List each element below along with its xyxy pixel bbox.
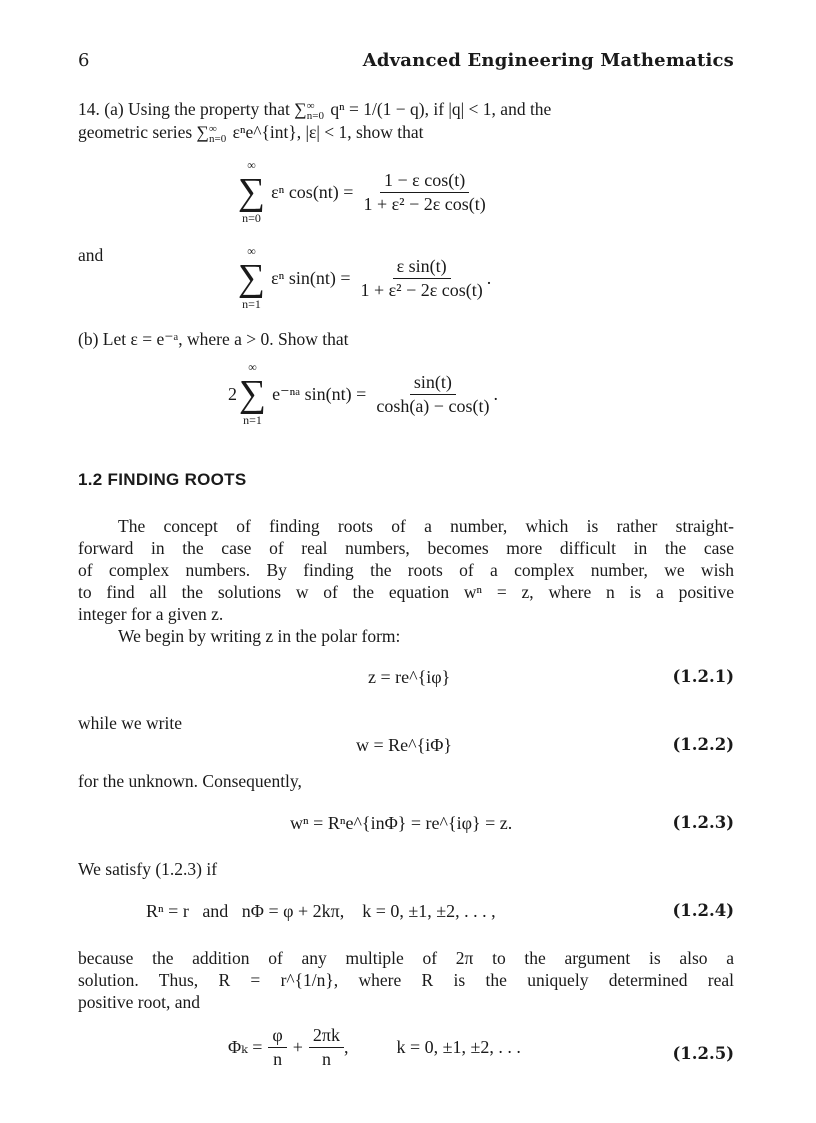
paragraph-line: forward in the case of real numbers, becomes more difficult in the case xyxy=(78,538,734,558)
equation-sum-cos: ∞ ∑ n=0 εⁿ cos(nt) = $\frac{\text{1 − ε cos(t)}}{\text{1 + ε² − 2ε cos(t)}}$ xyxy=(238,158,486,225)
equation-label-1-2-5: (1.2.5) xyxy=(672,1044,734,1063)
sigma-symbol: ∑ xyxy=(238,257,266,299)
equation-label-1-2-3: (1.2.3) xyxy=(672,813,734,832)
paragraph-line: The concept of finding roots of a number, which is rather straight- xyxy=(118,516,734,536)
paragraph-line: because the addition of any multiple of 2π to the argument is also a xyxy=(78,948,734,968)
problem-14-part-b: (b) Let ε = e⁻ᵃ, where a > 0. Show that xyxy=(78,329,349,349)
paragraph-line: of complex numbers. By finding the roots of a complex number, we wish xyxy=(78,560,734,580)
paragraph-line: solution. Thus, R = r^{1/n}, where R is the uniquely determined real xyxy=(78,970,734,990)
equation-sum-exp-sin: 2 ∞ ∑ n=1 e⁻ⁿᵃ sin(nt) = $\frac{\sin(t)}{\cosh(a) - \cos(t)}$ . xyxy=(228,360,498,427)
equation-label-1-2-1: (1.2.1) xyxy=(672,667,734,686)
equation-1-2-3: wⁿ = Rⁿe^{inΦ} = re^{iφ} = z. xyxy=(290,813,513,833)
paragraph-line: integer for a given z. xyxy=(78,604,224,624)
equation-1-2-2: w = Re^{iΦ} xyxy=(356,735,453,755)
text-we-satisfy: We satisfy (1.2.3) if xyxy=(78,859,218,879)
paragraph-line: to find all the solutions w of the equation wⁿ = z, where n is a positive xyxy=(78,582,734,602)
equation-label-1-2-4: (1.2.4) xyxy=(672,901,734,920)
and-text: and xyxy=(78,245,104,265)
sigma-symbol: ∑ xyxy=(238,171,266,213)
page-number: 6 xyxy=(78,50,90,71)
sigma-symbol: ∑ xyxy=(239,373,267,415)
problem-14-intro-line2: geometric series ∑ ∞ n=0 εⁿe^{int}, |ε| < 1, show that xyxy=(78,122,424,145)
text-for-unknown: for the unknown. Consequently, xyxy=(78,771,302,791)
section-heading: 1.2 FINDING ROOTS xyxy=(78,470,247,489)
equation-1-2-4: Rⁿ = r and nΦ = φ + 2kπ, k = 0, ±1, ±2, . . . , xyxy=(146,901,496,921)
paragraph-polar-form: We begin by writing z in the polar form: xyxy=(118,626,401,646)
equation-sum-sin: ∞ ∑ n=1 εⁿ sin(nt) = $\frac{\text{ε sin(t)}}{\text{1 + ε² − 2ε cos(t)}}$ . xyxy=(238,244,492,311)
paragraph-line: positive root, and xyxy=(78,992,200,1012)
equation-1-2-1: z = re^{iφ} xyxy=(368,667,451,687)
equation-label-1-2-2: (1.2.2) xyxy=(672,735,734,754)
equation-1-2-5: Φₖ = $\frac{\varphi}{n}$ + $\frac{2\pi k}{n}$ , k = 0, ±1, ±2, . . . xyxy=(228,1025,521,1069)
problem-14-intro-line1: 14. (a) Using the property that ∑ ∞ n=0 qⁿ = 1/(1 − q), if |q| < 1, and the xyxy=(78,99,552,122)
running-title: Advanced Engineering Mathematics xyxy=(362,50,734,71)
text-while-we-write: while we write xyxy=(78,713,182,733)
